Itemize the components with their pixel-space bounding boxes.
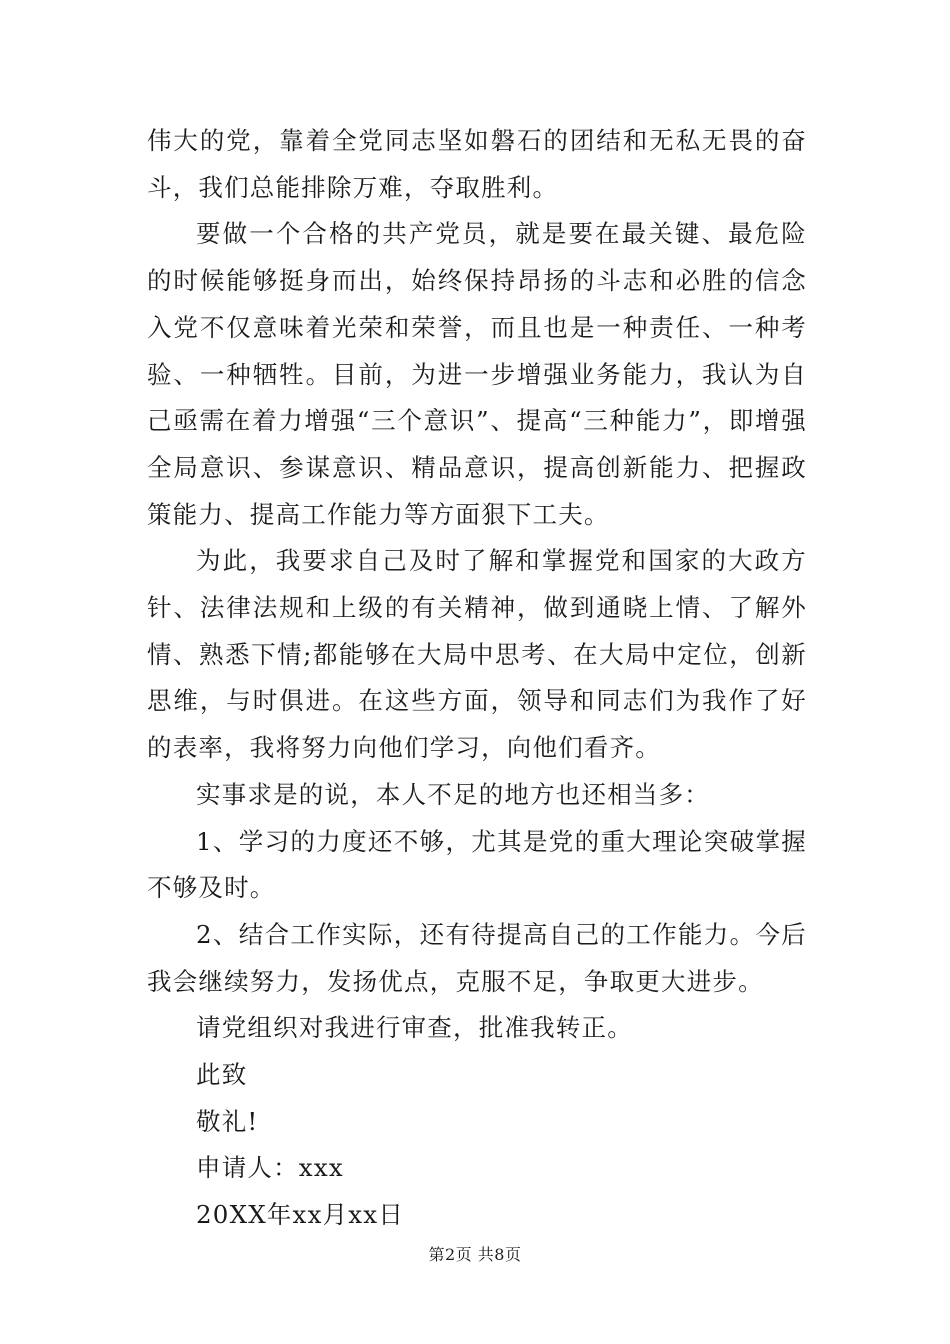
closing-salutation: 此致 xyxy=(196,1060,248,1090)
applicant-signature: 申请人：xxx xyxy=(196,1153,344,1183)
paragraph-7: 请党组织对我进行审查，批准我转正。 xyxy=(196,1013,633,1043)
paragraph-5: 1、学习的力度还不够，尤其是党的重大理论突破掌握不够及时。 xyxy=(147,826,807,903)
document-body xyxy=(147,118,807,1239)
paragraph-1: 伟大的党，靠着全党同志坚如磐石的团结和无私无畏的奋斗，我们总能排除万难，夺取胜利。 xyxy=(147,126,807,202)
paragraph-3: 为此，我要求自己及时了解和掌握党和国家的大政方针、法律法规和上级的有关精神，做到通晓上情、了解外情、熟悉下情;都能够在大局中思考、在大局中定位，创新思维，与时俱进。在这些方面，领导和同志们为我作了好的表率，我将努力向他们学习，向他们看齐。 xyxy=(147,546,807,763)
application-date: 20XX年xx月xx日 xyxy=(196,1200,405,1230)
paragraph-2: 要做一个合格的共产党员，就是要在最关键、最危险的时候能够挺身而出，始终保持昂扬的斗志和必胜的信念入党不仅意味着光荣和荣誉，而且也是一种责任、一种考验、一种牺牲。目前，为进一步增强业务能力，我认为自己亟需在着力增强“三个意识”、提高“三种能力”，即增强全局意识、参谋意识、精品意识，提高创新能力、把握政策能力、提高工作能力等方面狠下工夫。 xyxy=(147,219,807,529)
page-footer: 第2页 共8页 xyxy=(428,1245,522,1264)
closing-regards: 敬礼! xyxy=(196,1106,259,1136)
paragraph-4: 实事求是的说，本人不足的地方也还相当多： xyxy=(196,779,710,809)
paragraph-6: 2、结合工作实际，还有待提高自己的工作能力。今后我会继续努力，发扬优点，克服不足，争取更大进步。 xyxy=(147,919,807,996)
